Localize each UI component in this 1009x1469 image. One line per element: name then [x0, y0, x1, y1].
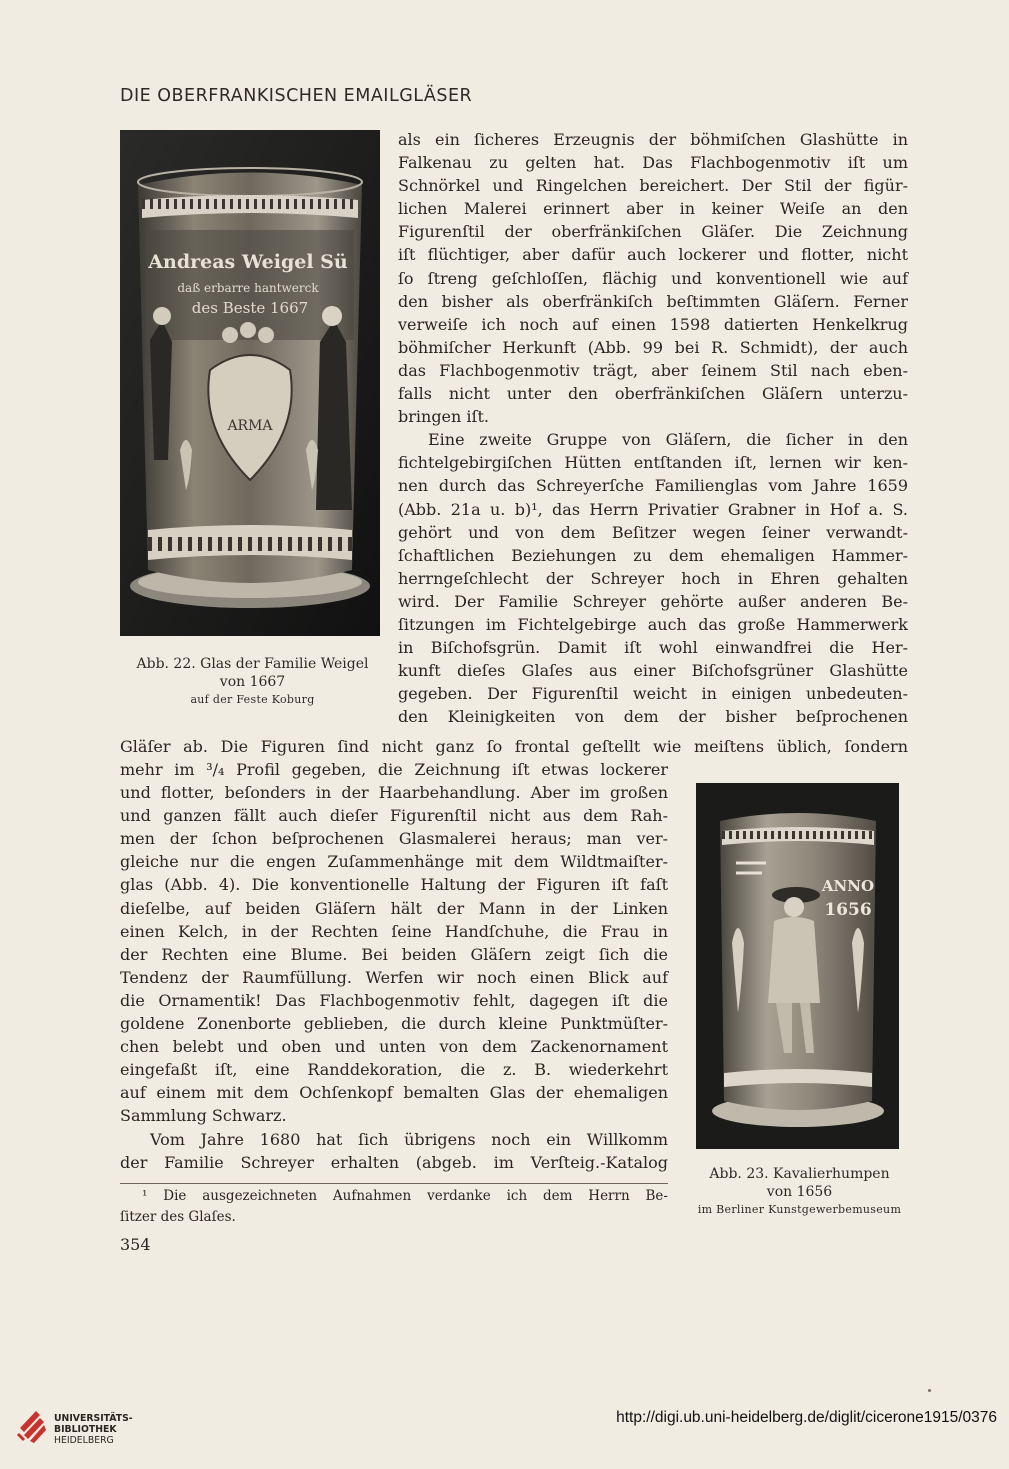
text-line: ſitzungen im Fichtelgebirge auch das große Hammerwerk: [398, 614, 908, 634]
text-line: mehr im ³/₄ Profil gegeben, die Zeichnung iſt etwas lockerer: [120, 760, 668, 779]
text-line: (Abb. 21a u. b)¹, das Herrn Privatier Grabner in Hof a. S.: [398, 499, 908, 519]
text-line: goldene Zonenborte geblieben, die durch kleine Punktmüſter-: [120, 1014, 668, 1034]
figure-weigel-glass: [120, 130, 380, 636]
footnote: [120, 1186, 668, 1228]
library-name: [54, 1413, 133, 1446]
text-line: kunft dieſes Glaſes aus einer Biſchofsgrüner Glashütte: [398, 661, 908, 681]
footnote-rule: [120, 1183, 668, 1184]
text-line: und ganzen fällt auch dieſer Figurenſtil nicht aus dem Rah-: [120, 806, 668, 826]
weigel-inscription-1: Andreas Weigel Sü: [148, 251, 348, 273]
text-line: herrngeſchlecht der Schreyer hoch in Ehren gehalten: [398, 568, 908, 588]
weigel-inscription-4: ARMA: [227, 418, 273, 434]
page-number: 354: [120, 1235, 151, 1254]
text-line: fichtelgebirgiſchen Hütten entſtanden iſt, lernen wir ken-: [398, 453, 908, 473]
text-line: gehört und von dem Beſitzer wegen ſeiner verwandt-: [398, 522, 908, 542]
text-line: wird. Der Familie Schreyer gehörte außer anderen Be-: [398, 591, 908, 611]
running-title: DIE OBERFRANKISCHEN EMAILGLÄSER: [120, 86, 473, 106]
caption-22-title: Abb. 22. Glas der Familie Weigel: [136, 656, 369, 672]
text-line: der Familie Schreyer erhalten (abgeb. im Verſteig.-Katalog: [120, 1152, 668, 1172]
text-line: den Kleinigkeiten von dem der bisher beſprochenen: [398, 707, 908, 727]
figure-caption-23: [682, 1165, 917, 1219]
text-line: dieſelbe, auf beiden Gläſern hält der Mann in der Linken: [120, 898, 668, 918]
caption-23-date: von 1656: [766, 1184, 833, 1200]
text-line: den bisher als oberfränkiſch beſtimmten Gläſern. Ferner: [398, 291, 908, 311]
source-url-link[interactable]: http://digi.ub.uni-heidelberg.de/diglit/cicerone1915/0376: [616, 1409, 997, 1426]
text-line: in Biſchofsgrün. Damit iſt wohl einwandfrei die Her-: [398, 638, 908, 658]
weigel-inscription-3: des Beste 1667: [191, 299, 309, 317]
text-line: Sammlung Schwarz.: [120, 1106, 287, 1126]
text-line: ſchaftlichen Beziehungen zu dem ehemaligen Hammer-: [398, 545, 908, 565]
text-line: die Ornamentik! Das Flachbogenmotiv fehlt, dagegen iſt die: [120, 990, 668, 1010]
figure-kavalierhumpen: [696, 783, 899, 1149]
left-column-text: [120, 758, 668, 1174]
library-line-1: UNIVERSITÄTS-: [54, 1413, 133, 1424]
weigel-inscription-2: daß erbarre hantwerck: [177, 281, 319, 295]
text-line: Schnörkel und Ringelchen bereichert. Der Stil der figür-: [398, 176, 908, 196]
footnote-line: ¹ Die ausgezeichneten Aufnahmen verdanke ich dem Herrn Be-: [142, 1188, 668, 1204]
text-line: chen belebt und oben und unten von dem Zackenornament: [120, 1037, 668, 1057]
text-line: als ein ſicheres Erzeugnis der böhmiſchen Glashütte in: [398, 130, 908, 149]
text-line: gegeben. Der Figurenſtil weicht in einigen unbedeuten-: [398, 684, 908, 704]
text-line: verweiſe ich noch auf einen 1598 datierten Henkelkrug: [398, 314, 908, 334]
text-line: auf einem mit dem Ochſenkopf bemalten Glas der ehemaligen: [120, 1083, 668, 1103]
text-line: und flotter, beſonders in der Haarbehandlung. Aber im großen: [120, 783, 668, 803]
caption-22-date: von 1667: [219, 674, 286, 690]
kavalier-inscription-1: ANNO: [821, 877, 875, 895]
text-line: eingefaßt iſt, eine Randdekoration, die z. B. wiederkehrt: [120, 1060, 668, 1080]
figure-caption-22: [110, 655, 395, 709]
text-line: böhmiſcher Herkunft (Abb. 99 bei R. Schmidt), der auch: [398, 337, 908, 357]
text-line: gleiche nur die engen Zuſammenhänge mit dem Wildtmaiſter-: [120, 852, 668, 872]
university-library-logo-icon: [14, 1408, 48, 1444]
library-line-2: BIBLIOTHEK: [54, 1424, 117, 1435]
kavalier-inscription-2: 1656: [824, 900, 872, 920]
text-line: einen Kelch, in der Rechten ſeine Handſchuhe, die Frau in: [120, 921, 668, 941]
text-line: Falkenau zu gelten hat. Das Flachbogenmotiv iſt um: [398, 153, 908, 173]
weigel-glass-image: [120, 130, 380, 636]
text-line: iſt flüchtiger, aber dafür auch lockerer und flotter, nicht: [398, 245, 908, 265]
paper-speck: [928, 1389, 931, 1392]
footnote-line: ſitzer des Glaſes.: [120, 1209, 236, 1225]
right-column-text: [398, 128, 908, 728]
text-line: das Flachbogenmotiv trägt, aber ſeinem Stil nach eben-: [398, 360, 908, 380]
text-line: Vom Jahre 1680 hat ſich übrigens noch ein Willkomm: [150, 1129, 668, 1149]
text-line: bringen iſt.: [398, 407, 489, 427]
text-line: Tendenz der Raumfüllung. Werfen wir noch einen Blick auf: [120, 967, 668, 987]
text-line: nen durch das Schreyerſche Familienglas vom Jahre 1659: [398, 476, 908, 496]
text-line: ſo ſtreng geſchloſſen, flächig und konventionell wie auf: [398, 268, 908, 288]
text-line: falls nicht unter den oberfränkiſchen Gläſern unterzu-: [398, 384, 908, 404]
text-line: glas (Abb. 4). Die konventionelle Haltung der Figuren iſt faſt: [120, 875, 668, 895]
text-line: men der ſchon beſprochenen Glasmalerei heraus; man ver-: [120, 829, 668, 849]
text-line: Gläſer ab. Die Figuren ſind nicht ganz ſo frontal geſtellt wie meiſtens üblich, ſondern: [120, 737, 908, 756]
kavalierhumpen-image: [696, 783, 899, 1149]
library-line-3: HEIDELBERG: [54, 1435, 114, 1446]
text-line: lichen Malerei erinnert aber in keiner Weiſe an den: [398, 199, 908, 219]
text-line: der Rechten eine Blume. Bei beiden Gläſern zeigt ſich die: [120, 944, 668, 964]
text-line: Figurenſtil der oberfränkiſchen Gläſer. Die Zeichnung: [398, 222, 908, 242]
caption-23-title: Abb. 23. Kavalierhumpen: [709, 1166, 890, 1182]
caption-23-location: im Berliner Kunstgewerbemuseum: [697, 1203, 902, 1216]
caption-22-location: auf der Feste Koburg: [190, 693, 315, 706]
full-width-text: [120, 735, 908, 758]
text-line: Eine zweite Gruppe von Gläſern, die ſicher in den: [428, 430, 908, 450]
